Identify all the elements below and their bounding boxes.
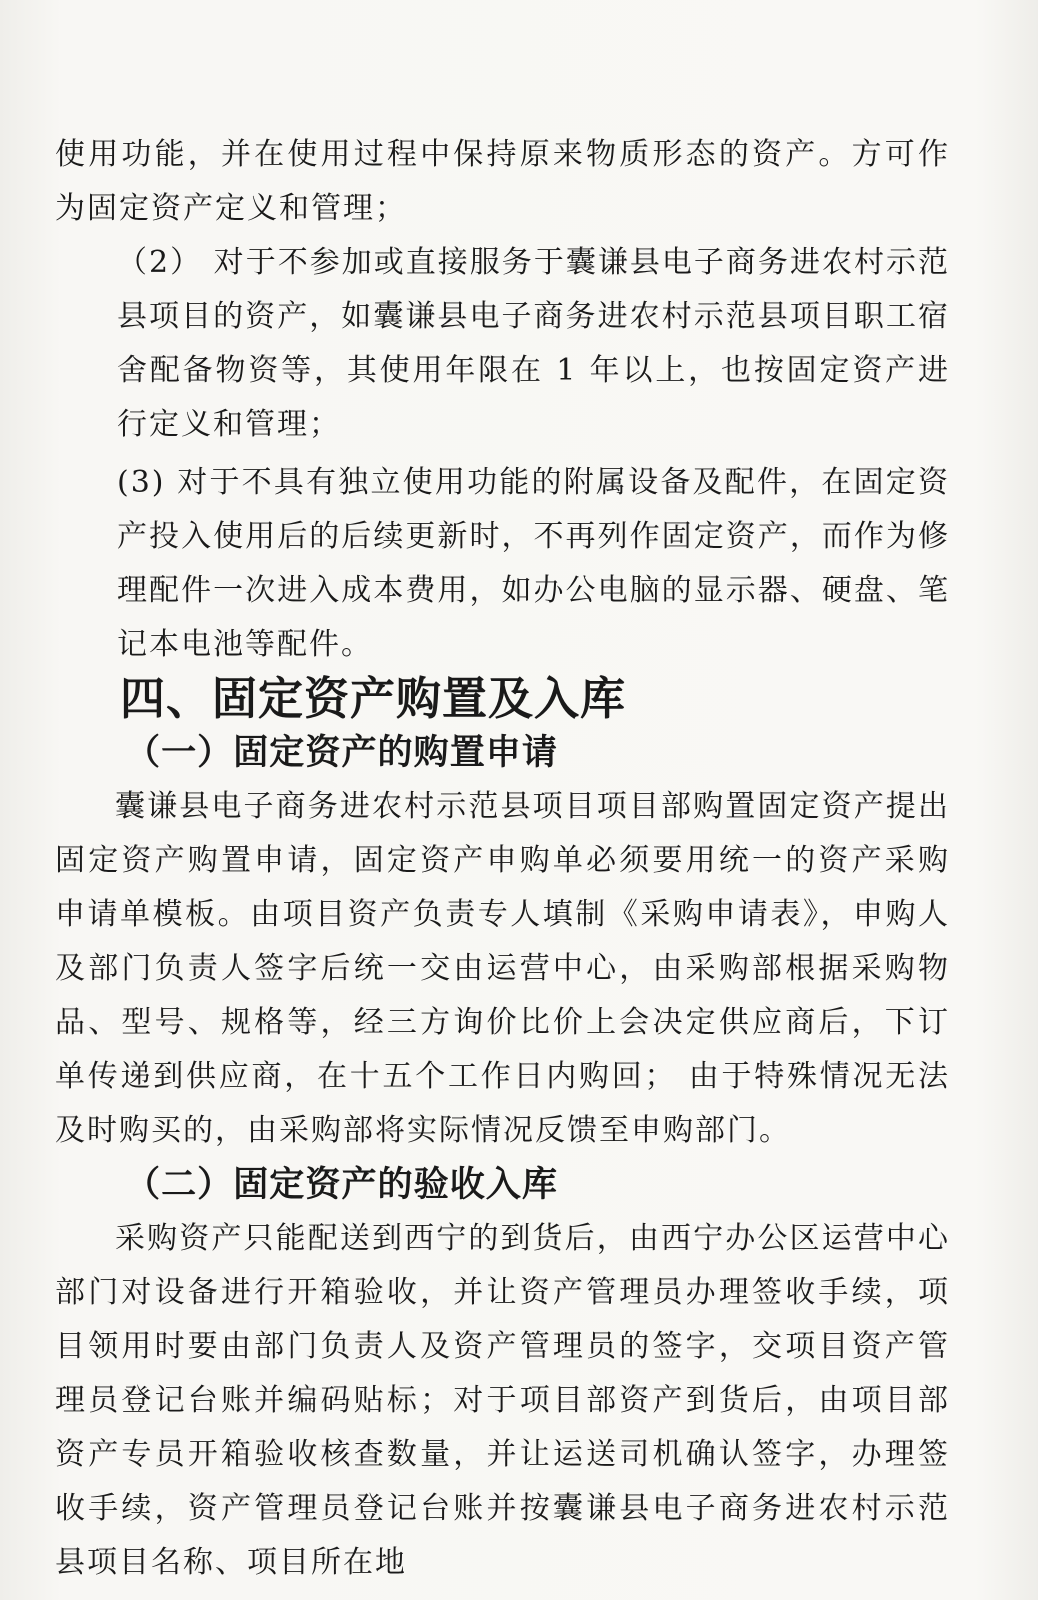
paragraph-item-3-text: (3) 对于不具有独立使用功能的附属设备及配件，在固定资产投入使用后的后续更新时，不再列作固定资产，而作为修理配件一次进入成本费用，如办公电脑的显示器、硬盘、笔记本电池等配件。 (117, 465, 950, 662)
document-body (55, 128, 950, 1590)
paragraph-item-2-text: （2） 对于不参加或直接服务于囊谦县电子商务进农村示范县项目的资产，如囊谦县电子商务进农村示范县项目职工宿舍配备物资等，其使用年限在 1 年以上，也按固定资产进行定义和管理； (117, 245, 950, 442)
paragraph-fixed-asset-definition: 使用功能，并在使用过程中保持原来物质形态的资产。方可作为固定资产定义和管理； (55, 137, 950, 226)
paragraph-acceptance-storage: 采购资产只能配送到西宁的到货后，由西宁办公区运营中心部门对设备进行开箱验收，并让资产管理员办理签收手续，项目领用时要由部门负责人及资产管理员的签字，交项目资产管理员登记台账并编码贴标；对于项目部资产到货后，由项目部资产专员开箱验收核查数量，并让运送司机确认签字，办理签收手续，资产管理员登记台账并按囊谦县电子商务进农村示范县项目名称、项目所在地 (55, 1221, 950, 1580)
subsection-heading-1: （一）固定资产的购置申请 (125, 732, 558, 773)
section-heading-4: 四、固定资产购置及入库 (120, 672, 627, 725)
paragraph-item-2 (55, 236, 950, 452)
paragraph-item-3 (55, 456, 950, 672)
subsection-heading-2: （二）固定资产的验收入库 (125, 1164, 558, 1205)
paragraph-purchase-application: 囊谦县电子商务进农村示范县项目项目部购置固定资产提出固定资产购置申请，固定资产申购单必须要用统一的资产采购申请单模板。由项目资产负责专人填制《采购申请表》，申购人及部门负责人签字后统一交由运营中心，由采购部根据采购物品、型号、规格等，经三方询价比价上会决定供应商后，下订单传递到供应商，在十五个工作日内购回； 由于特殊情况无法及时购买的，由采购部将实际情况反馈至申购部门。 (55, 789, 950, 1148)
